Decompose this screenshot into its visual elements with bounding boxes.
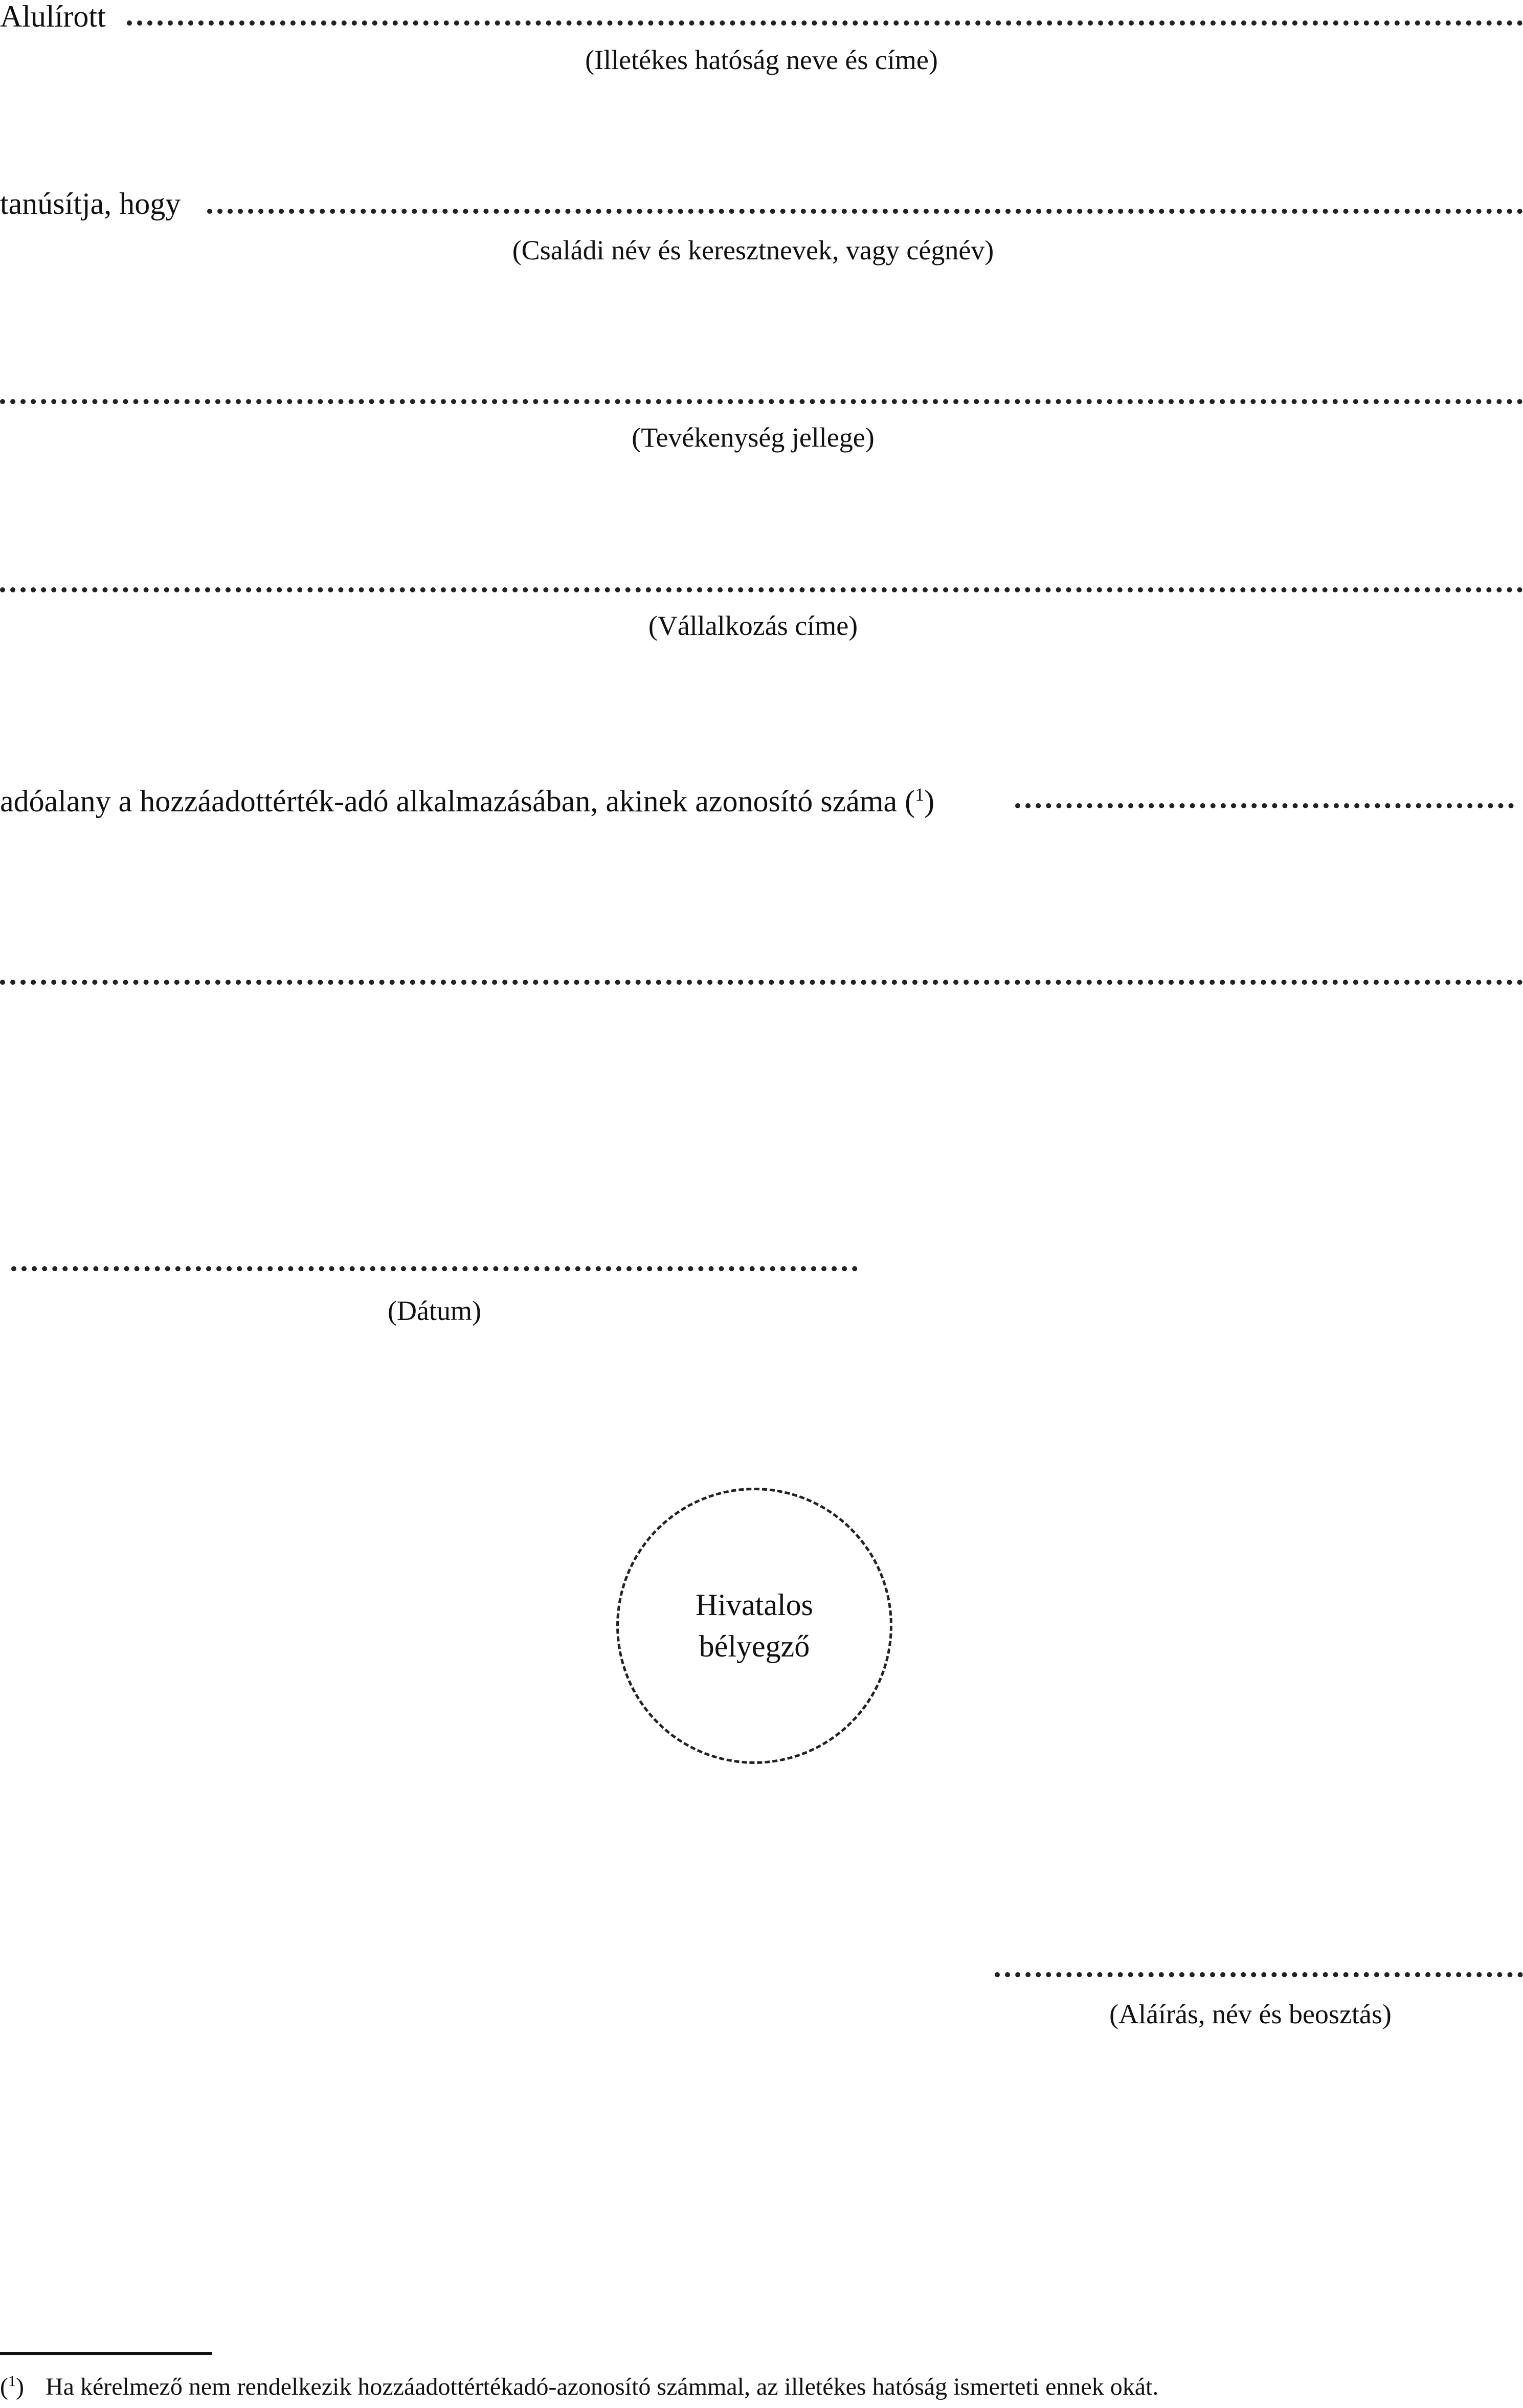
label-vat-close: ) bbox=[924, 784, 935, 818]
footnote bbox=[0, 2374, 1158, 2399]
footnote-rule bbox=[0, 2352, 212, 2355]
label-vat-text: adóalany a hozzáadottérték-adó alkalmazásában, akinek azonosító száma ( bbox=[0, 784, 915, 818]
caption-activity: (Tevékenység jellege) bbox=[632, 422, 875, 453]
footnote-text: Ha kérelmező nem rendelkezik hozzáadottértékadó-azonosító számmal, az illetékes hatóság ismerteti ennek okát. bbox=[45, 2373, 1159, 2400]
caption-authority: (Illetékes hatóság neve és címe) bbox=[585, 45, 938, 75]
caption-date: (Dátum) bbox=[388, 1295, 481, 1326]
label-tanusitja: tanúsítja, hogy bbox=[0, 187, 181, 220]
field-date[interactable] bbox=[11, 1266, 858, 1271]
label-vat bbox=[0, 785, 934, 816]
footnote-marker-close: ) bbox=[15, 2373, 24, 2400]
footnote-marker-open: ( bbox=[0, 2373, 8, 2400]
stamp-line-2: bélyegző bbox=[699, 1629, 810, 1663]
label-vat-sup: 1 bbox=[915, 784, 925, 805]
caption-address: (Vállalkozás címe) bbox=[648, 610, 858, 641]
field-vat-continued[interactable] bbox=[0, 980, 1523, 985]
footnote-marker-sup: 1 bbox=[8, 2373, 16, 2390]
field-address[interactable] bbox=[0, 587, 1523, 592]
caption-name: (Családi név és keresztnevek, vagy cégnév) bbox=[512, 235, 994, 266]
field-name[interactable] bbox=[207, 209, 1523, 214]
stamp-line-1: Hivatalos bbox=[696, 1588, 813, 1622]
field-authority[interactable] bbox=[127, 20, 1523, 26]
field-signature[interactable] bbox=[995, 1972, 1523, 1977]
caption-signature: (Aláírás, név és beosztás) bbox=[1109, 1999, 1392, 2029]
field-vat-number[interactable] bbox=[1015, 803, 1514, 808]
label-alulirott: Alulírott bbox=[0, 0, 106, 33]
field-activity[interactable] bbox=[0, 399, 1523, 404]
official-stamp bbox=[616, 1488, 892, 1764]
